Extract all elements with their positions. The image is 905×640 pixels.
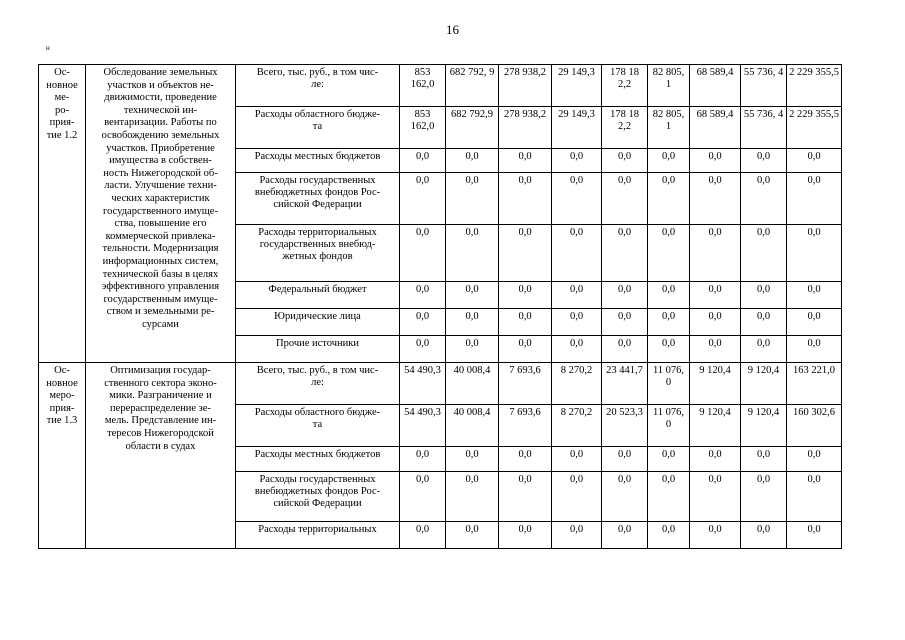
funding-source-line: внебюджетных фондов Рос- — [254, 486, 381, 497]
value-cell: 0,0 — [602, 149, 648, 173]
value-cell: 0,0 — [787, 472, 842, 522]
description-line: ность Нижегородской об- — [103, 167, 218, 179]
description-line: ственного сектора эконо- — [104, 377, 217, 389]
activity-line: прия- — [49, 402, 75, 414]
value-cell: 9 120,4 — [690, 405, 741, 447]
activity-line: новное — [46, 79, 78, 91]
value-cell: 178 18 2,2 — [602, 65, 648, 107]
value-cell: 7 693,6 — [499, 405, 552, 447]
value-cell: 68 589,4 — [690, 65, 741, 107]
value-cell: 0,0 — [648, 225, 690, 282]
value-cell: 29 149,3 — [552, 65, 602, 107]
description-line: Оптимизация государ- — [110, 365, 211, 376]
value-cell: 0,0 — [690, 149, 741, 173]
funding-source-line: Федеральный бюджет — [268, 284, 367, 295]
activity-line: ме- — [54, 92, 70, 104]
value-cell: 0,0 — [499, 336, 552, 363]
funding-source-line: Юридические лица — [274, 311, 361, 322]
value-cell: 0,0 — [499, 149, 552, 173]
value-cell: 0,0 — [552, 173, 602, 225]
funding-source-line: Расходы государственных — [259, 474, 376, 485]
value-cell: 0,0 — [446, 472, 499, 522]
activity-line: ро- — [55, 104, 69, 116]
activity-line: новное — [46, 377, 78, 389]
value-cell: 2 229 355,5 — [787, 107, 842, 149]
funding-source-cell — [236, 65, 400, 107]
description-line: ством и земельными ре- — [106, 306, 215, 318]
funding-source-cell — [236, 149, 400, 173]
value-cell: 0,0 — [741, 447, 787, 472]
value-cell: 0,0 — [690, 282, 741, 309]
value-cell: 0,0 — [400, 173, 446, 225]
top-mark: н — [46, 44, 50, 52]
funding-source-line: Расходы областного бюдже- — [254, 109, 381, 120]
value-cell: 54 490,3 — [400, 405, 446, 447]
funding-source-cell — [236, 522, 400, 549]
description-line: перераспределение зе- — [110, 402, 211, 414]
value-cell: 0,0 — [648, 522, 690, 549]
value-cell: 0,0 — [787, 447, 842, 472]
value-cell: 0,0 — [690, 173, 741, 225]
value-cell: 9 120,4 — [741, 363, 787, 405]
value-cell: 0,0 — [499, 447, 552, 472]
value-cell: 0,0 — [552, 336, 602, 363]
value-cell: 0,0 — [552, 309, 602, 336]
value-cell: 9 120,4 — [741, 405, 787, 447]
value-cell: 0,0 — [602, 336, 648, 363]
value-cell: 0,0 — [446, 282, 499, 309]
value-cell: 0,0 — [499, 522, 552, 549]
value-cell: 682 792,9 — [446, 107, 499, 149]
value-cell: 278 938,2 — [499, 65, 552, 107]
description-line: имущества в собствен- — [109, 155, 212, 167]
value-cell: 54 490,3 — [400, 363, 446, 405]
value-cell: 0,0 — [741, 282, 787, 309]
table-body — [39, 65, 842, 549]
budget-table — [38, 64, 842, 549]
funding-source-cell — [236, 173, 400, 225]
value-cell: 29 149,3 — [552, 107, 602, 149]
activity-line: Ос- — [54, 365, 70, 376]
value-cell: 0,0 — [648, 282, 690, 309]
value-cell: 0,0 — [400, 225, 446, 282]
value-cell: 8 270,2 — [552, 363, 602, 405]
value-cell: 0,0 — [787, 282, 842, 309]
page-number: 16 — [446, 22, 459, 37]
value-cell: 0,0 — [690, 336, 741, 363]
value-cell: 9 120,4 — [690, 363, 741, 405]
value-cell: 8 270,2 — [552, 405, 602, 447]
funding-source-line: сийской Федерации — [273, 199, 362, 210]
description-line: вентаризации. Работы по — [104, 117, 217, 129]
value-cell: 0,0 — [741, 472, 787, 522]
value-cell: 82 805, 1 — [648, 107, 690, 149]
description-line: технической базы в целях — [102, 268, 219, 280]
value-cell: 0,0 — [741, 173, 787, 225]
value-cell: 682 792, 9 — [446, 65, 499, 107]
value-cell: 0,0 — [552, 225, 602, 282]
value-cell: 0,0 — [499, 173, 552, 225]
funding-source-cell — [236, 447, 400, 472]
funding-source-line: Прочие источники — [276, 338, 359, 349]
value-cell: 0,0 — [741, 522, 787, 549]
table-row — [39, 65, 842, 107]
value-cell: 0,0 — [648, 336, 690, 363]
value-cell: 0,0 — [602, 225, 648, 282]
value-cell: 0,0 — [400, 447, 446, 472]
value-cell: 0,0 — [499, 472, 552, 522]
value-cell: 0,0 — [499, 225, 552, 282]
value-cell: 20 523,3 — [602, 405, 648, 447]
description-line: движимости, проведение — [104, 92, 217, 104]
value-cell: 0,0 — [552, 472, 602, 522]
description-line: мики. Разграничение и — [109, 390, 212, 402]
value-cell: 0,0 — [400, 472, 446, 522]
description-line: коммерческой привлека- — [105, 230, 216, 242]
value-cell: 0,0 — [787, 336, 842, 363]
description-line: ства, повышение его — [114, 218, 207, 230]
value-cell: 0,0 — [787, 309, 842, 336]
description-line: мель. Представление ин- — [104, 415, 217, 427]
funding-source-cell — [236, 282, 400, 309]
funding-source-line: Расходы областного бюдже- — [254, 407, 381, 418]
value-cell: 0,0 — [690, 309, 741, 336]
value-cell: 0,0 — [446, 225, 499, 282]
funding-source-line: Всего, тыс. руб., в том чис- — [256, 67, 379, 78]
value-cell: 0,0 — [400, 336, 446, 363]
value-cell: 40 008,4 — [446, 363, 499, 405]
value-cell: 0,0 — [602, 309, 648, 336]
value-cell: 0,0 — [741, 225, 787, 282]
activity-line: тие 1.3 — [46, 415, 78, 427]
value-cell: 0,0 — [648, 447, 690, 472]
value-cell: 0,0 — [602, 522, 648, 549]
value-cell: 0,0 — [446, 173, 499, 225]
description-line: участков и объектов не- — [107, 79, 214, 91]
funding-source-cell — [236, 336, 400, 363]
value-cell: 0,0 — [552, 282, 602, 309]
value-cell: 0,0 — [446, 336, 499, 363]
description-line: ласти. Улучшение техни- — [104, 180, 217, 192]
value-cell: 0,0 — [552, 522, 602, 549]
value-cell: 163 221,0 — [787, 363, 842, 405]
value-cell: 7 693,6 — [499, 363, 552, 405]
funding-source-line: жетных фондов — [282, 251, 353, 262]
value-cell: 23 441,7 — [602, 363, 648, 405]
funding-source-line: ле: — [311, 79, 324, 90]
value-cell: 11 076, 0 — [648, 405, 690, 447]
description-line: эффективного управления — [101, 281, 220, 293]
value-cell: 0,0 — [499, 309, 552, 336]
value-cell: 0,0 — [741, 309, 787, 336]
value-cell: 853 162,0 — [400, 107, 446, 149]
value-cell: 0,0 — [446, 149, 499, 173]
value-cell: 160 302,6 — [787, 405, 842, 447]
value-cell: 0,0 — [787, 522, 842, 549]
funding-source-line: сийской Федерации — [273, 498, 362, 509]
value-cell: 40 008,4 — [446, 405, 499, 447]
value-cell: 0,0 — [446, 522, 499, 549]
value-cell: 0,0 — [787, 149, 842, 173]
value-cell: 55 736, 4 — [741, 107, 787, 149]
table-row — [39, 363, 842, 405]
value-cell: 0,0 — [690, 472, 741, 522]
description-line: тельности. Модернизация — [102, 243, 219, 255]
value-cell: 0,0 — [400, 149, 446, 173]
activity-line: прия- — [49, 117, 75, 129]
value-cell: 0,0 — [602, 282, 648, 309]
funding-source-cell — [236, 309, 400, 336]
value-cell: 0,0 — [400, 282, 446, 309]
value-cell: 0,0 — [648, 173, 690, 225]
funding-source-line: ле: — [311, 377, 324, 388]
funding-source-line: Всего, тыс. руб., в том чис- — [256, 365, 379, 376]
value-cell: 0,0 — [602, 472, 648, 522]
funding-source-cell — [236, 225, 400, 282]
description-line: государственным имуще- — [103, 293, 218, 305]
value-cell: 853 162,0 — [400, 65, 446, 107]
description-line: информационных систем, — [102, 255, 219, 267]
value-cell: 0,0 — [690, 447, 741, 472]
description-line: сурсами — [142, 318, 179, 330]
description-line: Обследование земельных — [103, 67, 218, 78]
value-cell: 0,0 — [446, 309, 499, 336]
funding-source-line: Расходы территориальных — [258, 227, 377, 238]
value-cell: 0,0 — [552, 149, 602, 173]
activity-cell — [39, 65, 86, 363]
description-line: участков. Приобретение — [106, 142, 215, 154]
value-cell: 0,0 — [400, 309, 446, 336]
value-cell: 0,0 — [648, 309, 690, 336]
funding-source-line: государственных внебюд- — [259, 239, 376, 250]
funding-source-line: Расходы территориальных — [258, 524, 377, 535]
funding-source-line: Расходы местных бюджетов — [254, 151, 381, 162]
activity-line: меро- — [49, 390, 75, 402]
funding-source-cell — [236, 107, 400, 149]
value-cell: 0,0 — [446, 447, 499, 472]
value-cell: 55 736, 4 — [741, 65, 787, 107]
funding-source-cell — [236, 363, 400, 405]
value-cell: 178 18 2,2 — [602, 107, 648, 149]
value-cell: 0,0 — [787, 173, 842, 225]
funding-source-line: та — [312, 419, 323, 430]
description-line: освобождению земельных — [101, 129, 220, 141]
value-cell: 82 805, 1 — [648, 65, 690, 107]
value-cell: 0,0 — [552, 447, 602, 472]
value-cell: 0,0 — [602, 173, 648, 225]
description-line: технической ин- — [123, 104, 198, 116]
funding-source-line: Расходы государственных — [259, 175, 376, 186]
activity-line: тие 1.2 — [46, 129, 78, 141]
value-cell: 68 589,4 — [690, 107, 741, 149]
value-cell: 278 938,2 — [499, 107, 552, 149]
funding-source-line: та — [312, 121, 323, 132]
value-cell: 2 229 355,5 — [787, 65, 842, 107]
funding-source-cell — [236, 472, 400, 522]
activity-cell — [39, 363, 86, 549]
value-cell: 0,0 — [690, 225, 741, 282]
value-cell: 0,0 — [690, 522, 741, 549]
description-line: государственного имуще- — [103, 205, 218, 217]
funding-source-line: Расходы местных бюджетов — [254, 449, 381, 460]
value-cell: 0,0 — [400, 522, 446, 549]
value-cell: 0,0 — [741, 336, 787, 363]
value-cell: 0,0 — [787, 225, 842, 282]
value-cell: 0,0 — [648, 149, 690, 173]
value-cell: 11 076, 0 — [648, 363, 690, 405]
description-line: области в судах — [125, 440, 196, 452]
activity-line: Ос- — [54, 67, 70, 78]
description-cell — [86, 363, 236, 549]
value-cell: 0,0 — [499, 282, 552, 309]
funding-source-cell — [236, 405, 400, 447]
description-line: тересов Нижегородской — [107, 427, 214, 439]
funding-source-line: внебюджетных фондов Рос- — [254, 187, 381, 198]
description-cell — [86, 65, 236, 363]
value-cell: 0,0 — [648, 472, 690, 522]
value-cell: 0,0 — [741, 149, 787, 173]
value-cell: 0,0 — [602, 447, 648, 472]
description-line: ческих характеристик — [111, 192, 210, 204]
